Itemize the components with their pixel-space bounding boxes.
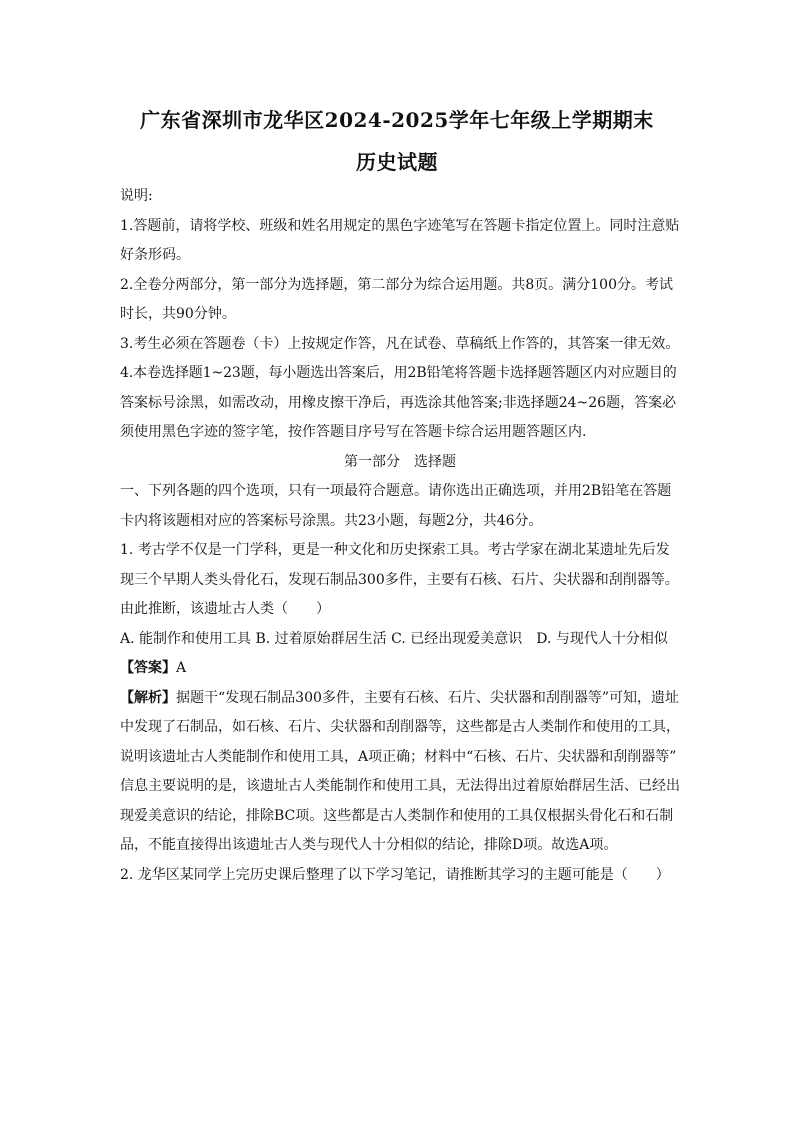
answer-label: 【答案】 — [120, 660, 176, 676]
analysis-line: 信息主要说明的是，该遗址古人类能制作和使用工具，无法得出过着原始群居生活、已经出 — [120, 778, 680, 794]
question-2-stem: 2. 龙华区某同学上完历史课后整理了以下学习笔记，请推断其学习的主题可能是（ ） — [120, 866, 670, 883]
question-1-stem-line: 1. 考古学不仅是一门学科，更是一种文化和历史探索工具。考古学家在湖北某遗址先后发 — [120, 542, 670, 558]
analysis-line: 品，不能直接得出该遗址古人类与现代人十分相似的结论，排除D项。故选A项。 — [120, 837, 618, 853]
instruction-line: 4.本卷选择题1~23题，每小题选出答案后，用2B铅笔将答题卡选择题答题区内对应题目的 — [120, 365, 677, 381]
section-intro-line: 卡内将该题相对应的答案标号涂黑。共23小题，每题2分，共46分。 — [120, 512, 543, 529]
question-1-stem-line: 由此推断，该遗址古人类（ ） — [120, 601, 330, 617]
exam-subject-title: 历史试题 — [356, 150, 438, 174]
answer-value: A — [176, 660, 187, 676]
question-1-stem-line: 现三个早期人类头骨化石，发现石制品300多件，主要有石核、石片、尖状器和刮削器等。 — [120, 571, 679, 588]
instructions-heading: 说明: — [120, 188, 153, 204]
analysis-line: 说明该遗址古人类能制作和使用工具，A项正确；材料中“石核、石片、尖状器和刮削器等” — [120, 748, 677, 765]
exam-content — [120, 182, 680, 890]
instruction-line: 好条形码。 — [120, 247, 190, 263]
analysis-line: 中发现了石制品，如石核、石片、尖状器和刮削器等，这些都是古人类制作和使用的工具， — [120, 719, 680, 735]
instruction-line: 2.全卷分两部分，第一部分为选择题，第二部分为综合运用题。共8页。满分100分。考试 — [120, 276, 673, 293]
analysis-line: 据题干“发现石制品300多件，主要有石核、石片、尖状器和刮削器等”可知，遗址 — [176, 689, 680, 706]
section-heading: 第一部分 选择题 — [344, 453, 456, 470]
instruction-line: 时长，共90分钟。 — [120, 306, 236, 322]
analysis-line: 现爱美意识的结论，排除BC项。这些都是古人类制作和使用的工具仅根据头骨化石和石制 — [120, 807, 674, 824]
question-1-analysis — [120, 684, 680, 714]
exam-title: 广东省深圳市龙华区2024-2025学年七年级上学期期末 — [140, 108, 654, 132]
section-intro-line: 一、下列各题的四个选项，只有一项最符合题意。请你选出正确选项，并用2B铅笔在答题 — [120, 483, 672, 499]
instruction-line: 答案标号涂黑，如需改动，用橡皮擦干净后，再选涂其他答案;非选择题24~26题，答案必 — [120, 394, 677, 411]
instruction-line: 须使用黑色字迹的签字笔，按作答题目序号写在答题卡综合运用题答题区内. — [120, 424, 587, 440]
analysis-label: 【解析】 — [120, 689, 176, 706]
question-1-answer — [120, 654, 680, 684]
instruction-line: 3.考生必须在答题卷（卡）上按规定作答，凡在试卷、草稿纸上作答的，其答案一律无效。 — [120, 335, 680, 352]
instruction-line: 1.答题前，请将学校、班级和姓名用规定的黑色字迹笔写在答题卡指定位置上。同时注意贴 — [120, 217, 680, 234]
question-1-options: A. 能制作和使用工具 B. 过着原始群居生活 C. 已经出现爱美意识 D. 与现代人十分相似 — [120, 630, 668, 647]
